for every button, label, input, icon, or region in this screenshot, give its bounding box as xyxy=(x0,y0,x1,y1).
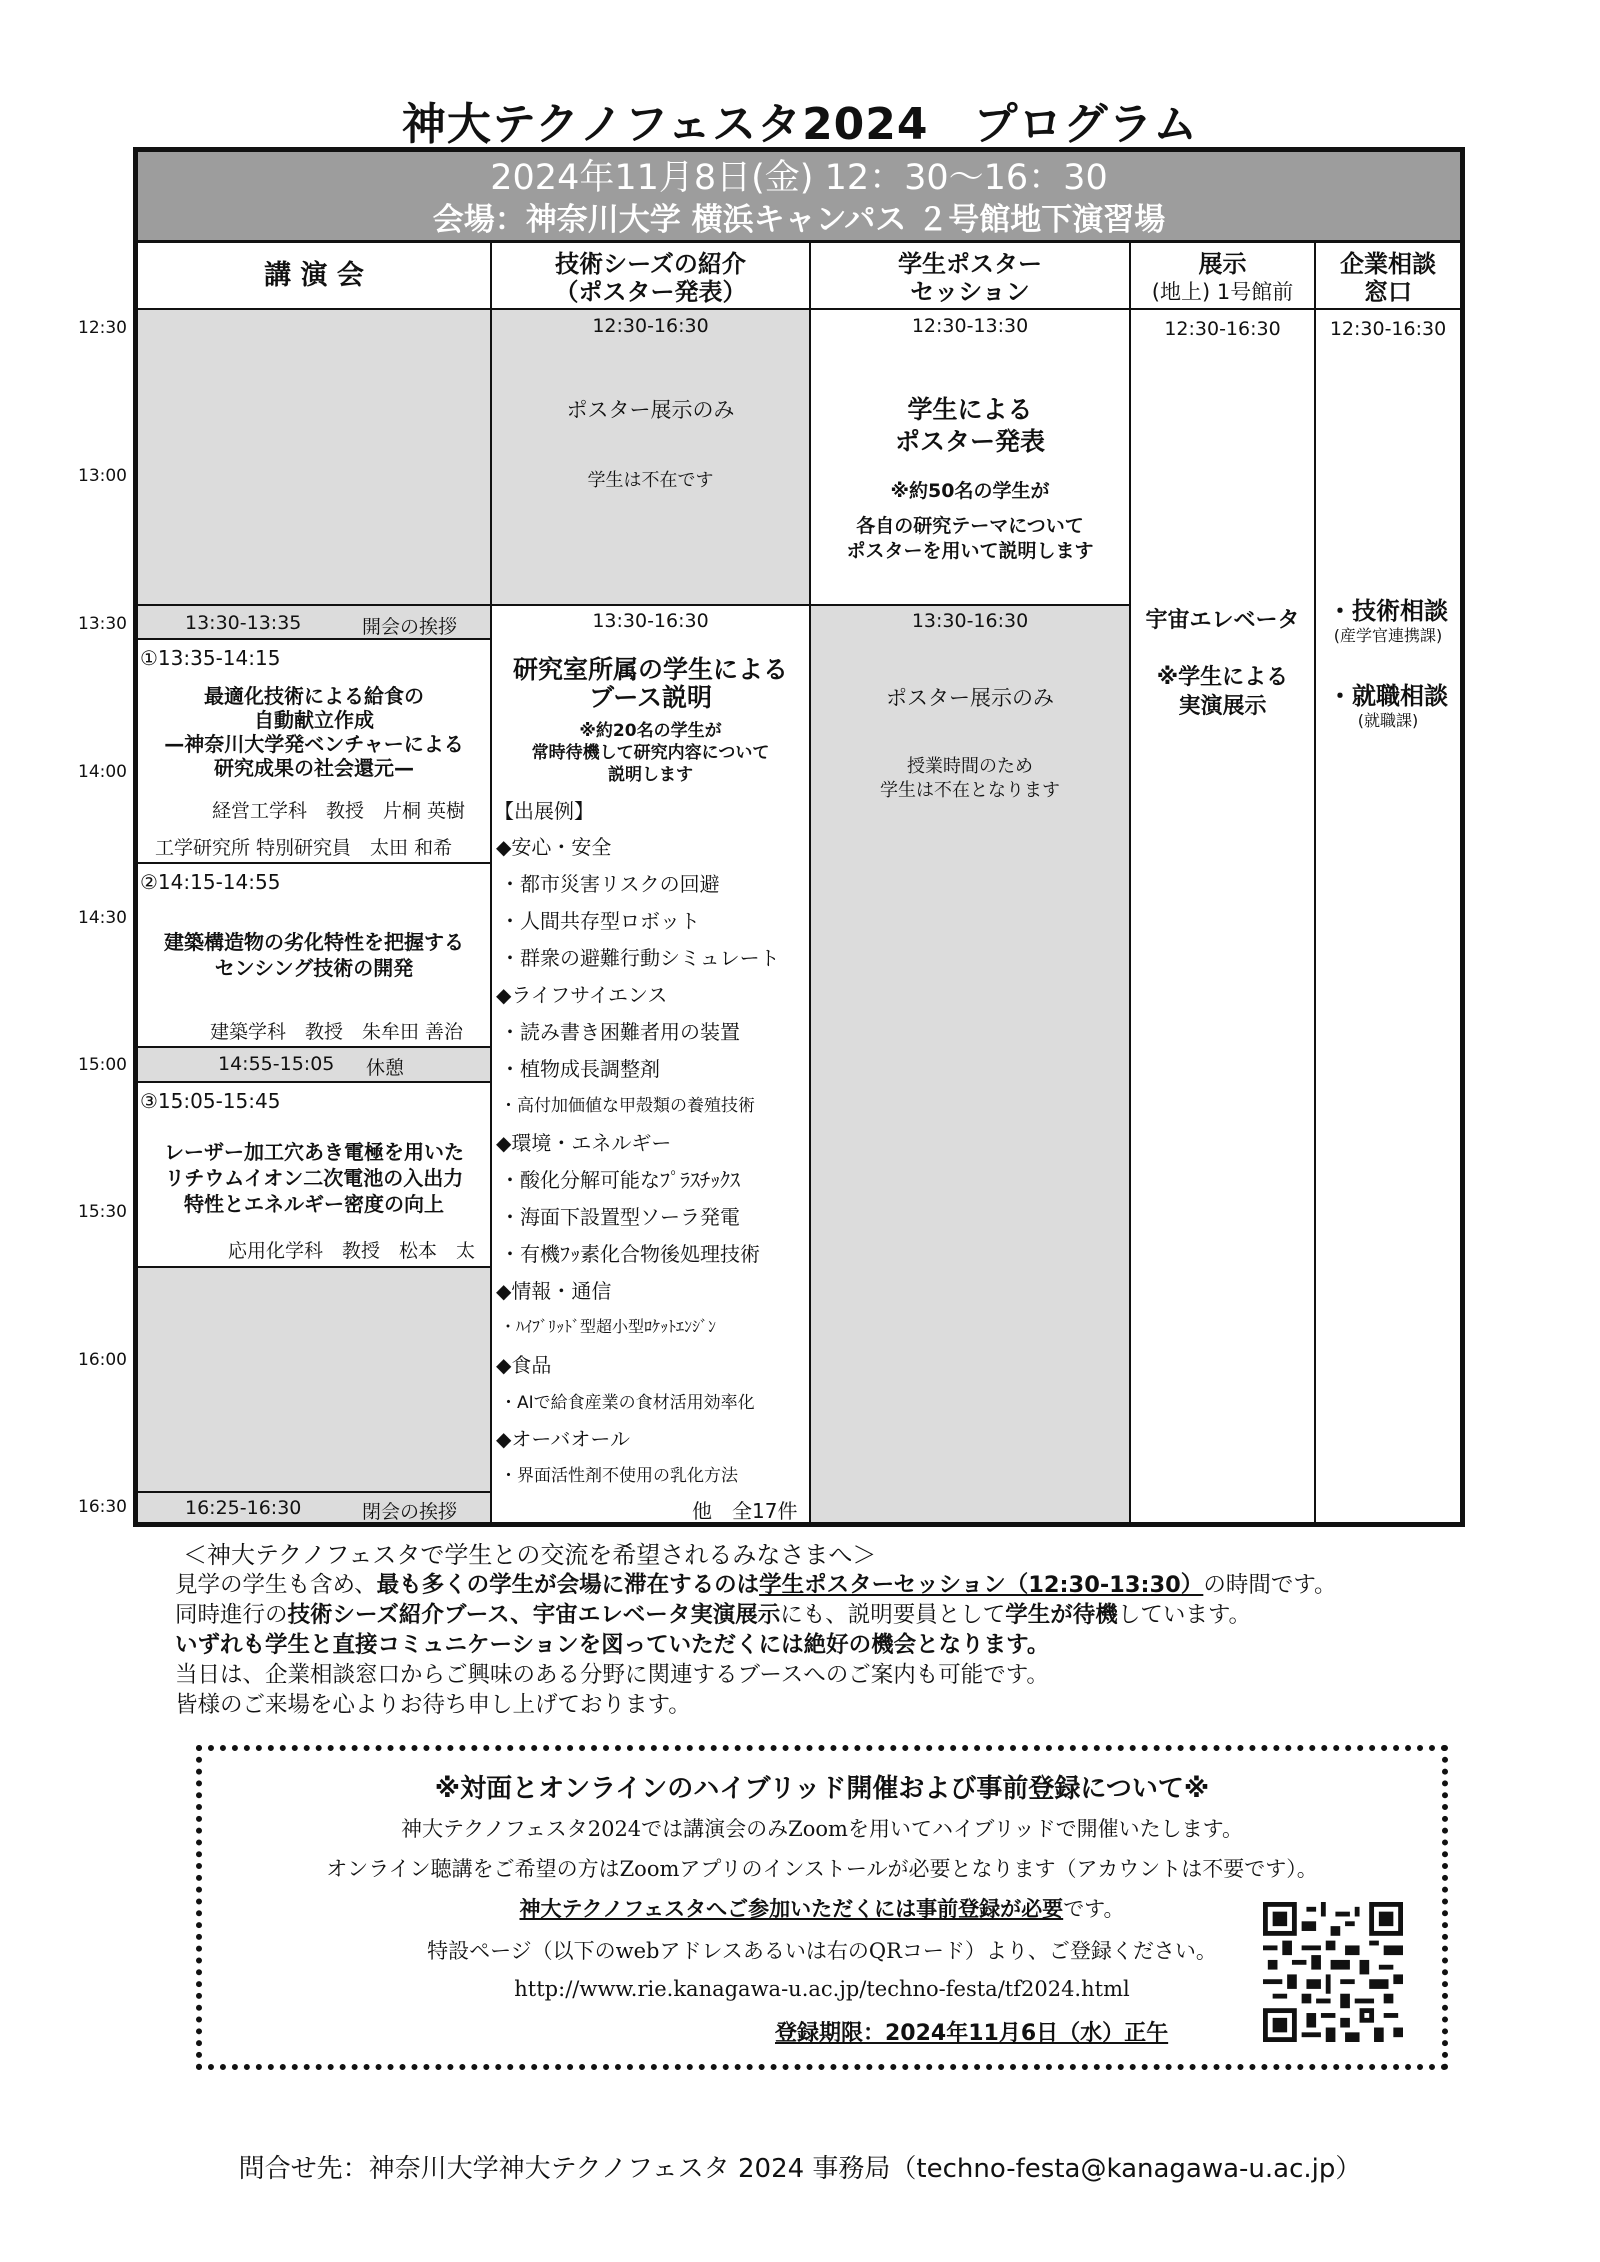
seeds-item: ・人間共存型ロボット xyxy=(500,909,700,933)
seeds-item: ・有機ﾌｯ素化合物後処理技術 xyxy=(500,1242,760,1266)
row-line xyxy=(138,1046,490,1048)
box-line-3: 神大テクノフェスタへご参加いただくには事前登録が必要です。 xyxy=(519,1897,1125,1921)
time-label: 15:00 xyxy=(78,1055,127,1075)
exhibit-name: 宇宙エレベータ xyxy=(1145,608,1300,633)
box-title: ※対面とオンラインのハイブリッド開催および事前登録について※ xyxy=(434,1774,1210,1804)
break-time: 14:55-15:05 xyxy=(218,1053,335,1075)
talk1-speaker-2: 工学研究所 特別研究員 太田 和希 xyxy=(155,837,453,859)
notes-line-4: 当日は、企業相談窓口からご興味のある分野に関連するブースへのご案内も可能です。 xyxy=(175,1662,1049,1688)
student-title-2: ポスター発表 xyxy=(894,427,1045,456)
seeds-item: ・都市災害リスクの回避 xyxy=(500,872,720,896)
talk1-title-4: 研究成果の社会還元— xyxy=(214,756,414,780)
exhibit-time: 12:30-16:30 xyxy=(1164,318,1281,340)
seeds-item: ・植物成長調整剤 xyxy=(500,1057,660,1081)
row-line xyxy=(809,604,1129,606)
student-absent-1: 授業時間のため xyxy=(907,756,1033,777)
exhibit-note-1: ※学生による xyxy=(1156,665,1289,690)
row-line xyxy=(138,1491,490,1493)
talk2-title-1: 建築構造物の劣化特性を把握する xyxy=(164,930,464,954)
closing-label: 閉会の挨拶 xyxy=(362,1501,458,1523)
seeds-total: 他 全17件 xyxy=(692,1499,798,1523)
box-line-2: オンライン聴講をご希望の方はZoomアプリのインストールが必要となります（アカウントは不要です）。 xyxy=(326,1857,1318,1881)
col-divider xyxy=(1314,243,1316,1522)
student-time-2: 13:30-16:30 xyxy=(911,610,1029,632)
seeds-category: ◆安心・安全 xyxy=(496,835,612,859)
seeds-category: ◆食品 xyxy=(496,1353,552,1377)
seeds-absent: 学生は不在です xyxy=(587,470,714,491)
consult-job-dept: (就職課) xyxy=(1357,711,1419,730)
seeds-booth-2: ブース説明 xyxy=(588,683,712,712)
header-consult-2: 窓口 xyxy=(1364,278,1412,306)
time-label: 15:30 xyxy=(78,1202,127,1222)
seeds-category: ◆ライフサイエンス xyxy=(496,983,668,1007)
box-line-1: 神大テクノフェスタ2024では講演会のみZoomを用いてハイブリッドで開催いたします。 xyxy=(401,1817,1243,1841)
time-label: 13:00 xyxy=(78,466,127,486)
event-datetime: 2024年11月8日(金) 12：30〜16：30 xyxy=(490,158,1108,198)
consult-time: 12:30-16:30 xyxy=(1329,318,1447,340)
header-divider xyxy=(138,308,1460,310)
header-seeds-2: （ポスター発表） xyxy=(554,278,747,306)
seeds-item: ・酸化分解可能なﾌﾟﾗｽﾁｯｸｽ xyxy=(500,1168,740,1192)
seeds-time-1: 12:30-16:30 xyxy=(592,315,709,337)
header-seeds-1: 技術シーズの紹介 xyxy=(555,250,746,278)
student-poster-only: ポスター展示のみ xyxy=(886,686,1054,710)
talk1-speaker-1: 経営工学科 教授 片桐 英樹 xyxy=(212,800,466,822)
talk1-time: ①13:35-14:15 xyxy=(140,646,281,670)
seeds-item: ・界面活性剤不使用の乳化方法 xyxy=(500,1466,738,1486)
time-label: 13:30 xyxy=(78,614,127,634)
seeds-item: ・海面下設置型ソーラ発電 xyxy=(500,1205,740,1229)
lecture-empty-afternoon xyxy=(138,1267,490,1492)
seeds-category: ◆環境・エネルギー xyxy=(496,1131,672,1155)
notes-line-1: 見学の学生も含め、最も多くの学生が会場に滞在するのは学生ポスターセッション（12:30-13:30）の時間です。 xyxy=(175,1572,1337,1598)
time-label: 12:30 xyxy=(78,318,127,338)
student-time-1: 12:30-13:30 xyxy=(911,315,1029,337)
event-banner xyxy=(138,152,1460,243)
talk3-speaker: 応用化学科 教授 松本 太 xyxy=(228,1240,476,1262)
header-exhibit-2: (地上) 1号館前 xyxy=(1151,280,1294,304)
seeds-booth-note-1: ※約20名の学生が xyxy=(579,721,722,741)
box-line-4: 特設ページ（以下のwebアドレスあるいは右のQRコード）より、ご登録ください。 xyxy=(427,1939,1217,1963)
seeds-category: ◆オーバオール xyxy=(496,1427,630,1451)
header-lecture: 講 演 会 xyxy=(264,260,364,291)
student-poster-only-area xyxy=(811,606,1129,1522)
time-label: 14:30 xyxy=(78,908,127,928)
notes-line-5: 皆様のご来場を心よりお待ち申し上げております。 xyxy=(175,1692,691,1718)
talk3-title-1: レーザー加工穴あき電極を用いた xyxy=(164,1140,464,1164)
time-label: 16:30 xyxy=(78,1497,127,1517)
closing-time: 16:25-16:30 xyxy=(185,1497,302,1519)
qr-code-icon[interactable] xyxy=(1262,1902,1404,2042)
talk1-title-1: 最適化技術による給食の xyxy=(204,684,424,708)
notes-heading: ＜神大テクノフェスタで学生との交流を希望されるみなさまへ＞ xyxy=(183,1541,877,1569)
time-label: 14:00 xyxy=(78,762,127,782)
exhibit-note-2: 実演展示 xyxy=(1178,694,1267,719)
student-absent-2: 学生は不在となります xyxy=(880,780,1060,801)
talk2-speaker: 建築学科 教授 朱牟田 善治 xyxy=(210,1021,464,1043)
event-venue: 会場：神奈川大学 横浜キャンパス ２号館地下演習場 xyxy=(432,202,1166,238)
seeds-booth-note-3: 説明します xyxy=(608,765,693,785)
col-divider xyxy=(1129,243,1131,1522)
talk2-time: ②14:15-14:55 xyxy=(140,870,281,894)
row-line xyxy=(490,604,809,606)
seeds-category: ◆情報・通信 xyxy=(496,1279,612,1303)
row-line xyxy=(138,1266,490,1268)
seeds-item: ・読み書き困難者用の装置 xyxy=(500,1020,740,1044)
lecture-empty-morning xyxy=(138,310,490,606)
student-note-2: 各自の研究テーマについて xyxy=(856,515,1084,537)
registration-url[interactable]: http://www.rie.kanagawa-u.ac.jp/techno-festa/tf2024.html xyxy=(514,1977,1130,2001)
consult-tech: ・技術相談 xyxy=(1328,597,1448,625)
header-student-2: セッション xyxy=(910,278,1030,306)
opening-time: 13:30-13:35 xyxy=(185,612,302,634)
talk3-title-3: 特性とエネルギー密度の向上 xyxy=(184,1192,444,1216)
talk2-title-2: センシング技術の開発 xyxy=(214,956,414,980)
notes-line-2: 同時進行の技術シーズ紹介ブース、宇宙エレベータ実演展示にも、説明要員として学生が待機しています。 xyxy=(175,1602,1252,1628)
registration-deadline: 登録期限：2024年11月6日（水）正午 xyxy=(775,2021,1169,2046)
seeds-poster-only: ポスター展示のみ xyxy=(566,398,735,422)
break-label: 休憩 xyxy=(366,1057,405,1079)
header-consult-1: 企業相談 xyxy=(1340,250,1436,278)
talk1-title-2: 自動献立作成 xyxy=(254,708,374,732)
page-title: 神大テクノフェスタ2024 プログラム xyxy=(401,99,1199,150)
consult-job: ・就職相談 xyxy=(1328,682,1448,710)
student-note-1: ※約50名の学生が xyxy=(890,480,1050,502)
opening-label: 開会の挨拶 xyxy=(362,616,458,638)
seeds-item: ・高付加価値な甲殻類の養殖技術 xyxy=(500,1096,755,1116)
row-line xyxy=(138,862,490,864)
seeds-booth-1: 研究室所属の学生による xyxy=(512,655,788,684)
talk1-title-3: —神奈川大学発ベンチャーによる xyxy=(164,732,464,756)
consult-tech-dept: (産学官連携課) xyxy=(1333,626,1443,645)
seeds-item: ・群衆の避難行動シミュレート xyxy=(500,946,780,970)
time-label: 16:00 xyxy=(78,1350,127,1370)
student-title-1: 学生による xyxy=(907,395,1033,424)
col-divider xyxy=(490,243,492,1522)
contact-footer: 問合せ先：神奈川大学神大テクノフェスタ 2024 事務局（techno-festa@kanagawa-u.ac.jp） xyxy=(238,2154,1362,2184)
seeds-booth-note-2: 常時待機して研究内容について xyxy=(531,743,770,763)
seeds-item: ・AIで給食産業の食材活用効率化 xyxy=(500,1393,755,1413)
header-student-1: 学生ポスター xyxy=(898,250,1042,278)
seeds-poster-only-area xyxy=(492,310,809,606)
seeds-item: ・ﾊｲﾌﾞﾘｯﾄﾞ型超小型ﾛｹｯﾄｴﾝｼﾞﾝ xyxy=(500,1317,717,1336)
header-exhibit-1: 展示 xyxy=(1198,250,1247,278)
row-line xyxy=(138,604,490,606)
visitor-notes xyxy=(175,1540,1475,1720)
notes-line-3: いずれも学生と直接コミュニケーションを図っていただくには絶好の機会となります。 xyxy=(175,1632,1050,1658)
student-note-3: ポスターを用いて説明します xyxy=(846,540,1094,562)
seeds-time-2: 13:30-16:30 xyxy=(592,610,709,632)
talk3-title-2: リチウムイオン二次電池の入出力 xyxy=(164,1166,464,1190)
talk3-time: ③15:05-15:45 xyxy=(140,1089,281,1113)
seeds-examples-label: 【出展例】 xyxy=(494,799,594,823)
row-line xyxy=(138,1081,490,1083)
